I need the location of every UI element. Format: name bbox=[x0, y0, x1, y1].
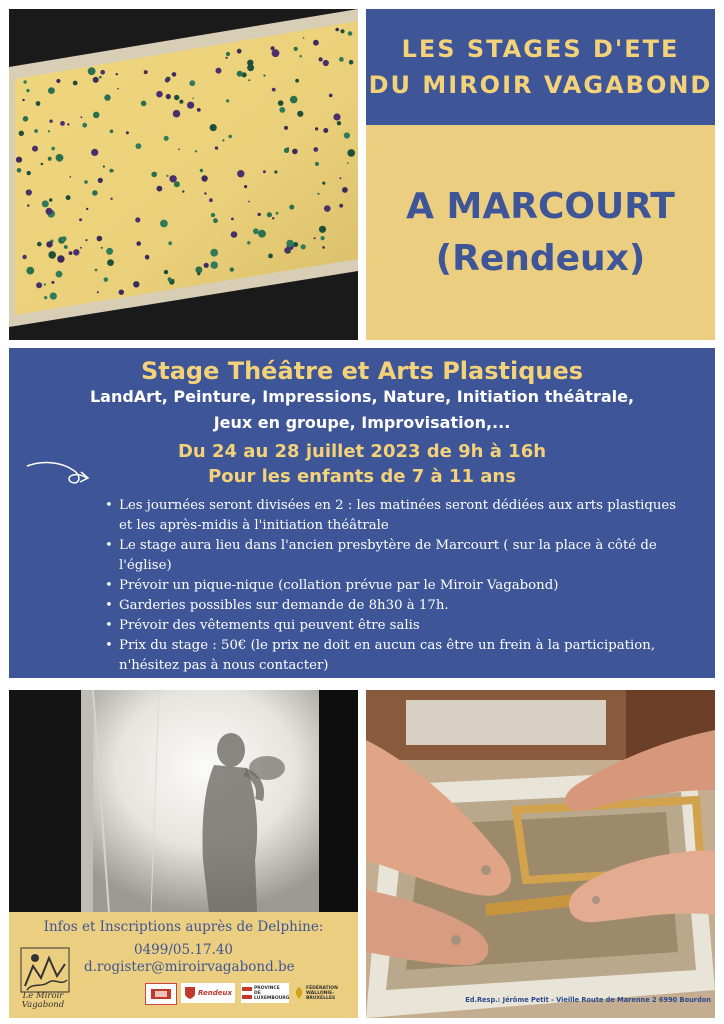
main-title-line-1: LES STAGES D'ETE bbox=[401, 35, 680, 63]
paint-splatter-dot bbox=[126, 131, 129, 134]
paint-splatter-dot bbox=[333, 113, 340, 120]
activities-line-1: LandArt, Peinture, Impressions, Nature, Initiation théâtrale, bbox=[89, 387, 635, 406]
paint-splatter-dot bbox=[95, 269, 98, 272]
paint-splatter-dot bbox=[290, 96, 298, 104]
paint-splatter-dot bbox=[197, 108, 201, 112]
paint-splatter-dot bbox=[288, 250, 291, 253]
paint-splatter-dot bbox=[151, 172, 157, 178]
paint-splatter-dot bbox=[49, 120, 52, 123]
paint-splatter-dot bbox=[209, 198, 213, 202]
paint-splatter-dot bbox=[226, 52, 230, 56]
paint-splatter-dot bbox=[348, 31, 353, 36]
paint-splatter-dot bbox=[136, 241, 141, 246]
paint-splatter-dot bbox=[237, 71, 243, 77]
paint-splatter-dot bbox=[324, 205, 331, 212]
sponsor-rendeux-label: Rendeux bbox=[197, 989, 233, 997]
paint-splatter-dot bbox=[109, 169, 113, 173]
paint-splatter-dot bbox=[23, 80, 26, 83]
stage-info-panel bbox=[9, 348, 715, 678]
paint-splatter-dot bbox=[48, 157, 52, 161]
paint-splatter-dot bbox=[104, 94, 110, 100]
paint-splatter-dot bbox=[297, 111, 303, 117]
activities-line-2: Jeux en groupe, Improvisation,... bbox=[213, 413, 511, 432]
paint-splatter-dot bbox=[97, 291, 99, 293]
sponsor-province bbox=[241, 983, 289, 1003]
paint-splatter-dot bbox=[56, 79, 60, 83]
paint-splatter-dot bbox=[56, 271, 63, 278]
paint-splatter-dot bbox=[168, 277, 172, 281]
paint-splatter-dot bbox=[86, 208, 88, 210]
paint-splatter-dot bbox=[168, 241, 172, 245]
paint-splatter-dot bbox=[135, 217, 140, 222]
contact-title: Infos et Inscriptions auprès de Delphine: bbox=[43, 919, 324, 935]
province-flag-icon bbox=[242, 987, 252, 999]
paint-splatter-dot bbox=[22, 99, 24, 101]
paint-splatter-dot bbox=[276, 212, 279, 215]
paint-splatter-dot bbox=[231, 218, 234, 221]
paint-splatter-dot bbox=[301, 244, 306, 249]
paint-splatter-dot bbox=[106, 248, 113, 255]
paint-splatter-dot bbox=[248, 201, 250, 203]
paint-splatter-dot bbox=[317, 193, 319, 195]
paint-splatter-dot bbox=[69, 251, 73, 255]
paint-splatter-dot bbox=[228, 135, 232, 139]
paint-splatter-dot bbox=[267, 212, 272, 217]
paint-splatter-dot bbox=[258, 213, 261, 216]
paint-splatter-dot bbox=[103, 165, 105, 167]
paint-splatter-dot bbox=[349, 60, 354, 65]
paint-splatter-dot bbox=[319, 226, 326, 233]
paint-splatter-dot bbox=[36, 282, 42, 288]
paint-splatter-dot bbox=[226, 99, 229, 102]
paint-splatter-dot bbox=[101, 247, 103, 249]
paint-splatter-dot bbox=[272, 49, 280, 57]
paint-splatter-dot bbox=[70, 176, 72, 178]
paint-splatter-dot bbox=[156, 91, 163, 98]
paint-splatter-dot bbox=[323, 60, 329, 66]
paint-splatter-dot bbox=[248, 79, 250, 81]
paint-splatter-dot bbox=[272, 217, 274, 219]
paint-splatter-dot bbox=[34, 129, 38, 133]
paint-splatter-dot bbox=[293, 242, 298, 247]
paint-splatter-dot bbox=[84, 180, 88, 184]
paint-splatter-dot bbox=[81, 116, 83, 118]
paint-splatter-dot bbox=[93, 77, 99, 83]
paint-splatter-dot bbox=[342, 187, 348, 193]
paint-splatter-dot bbox=[27, 204, 29, 206]
paint-splatter-dot bbox=[286, 240, 293, 247]
paint-splatter-dot bbox=[322, 182, 325, 185]
paint-splatter-dot bbox=[295, 79, 299, 83]
paint-splatter-dot bbox=[173, 110, 181, 118]
list-item: • Le stage aura lieu dans l'ancien presbytère de Marcourt ( sur la place à côté de l'église) bbox=[119, 536, 679, 576]
rendeux-crest-icon bbox=[184, 986, 196, 1000]
paint-splatter-dot bbox=[23, 116, 29, 122]
paint-splatter-dot bbox=[99, 76, 102, 79]
paint-splatter-dot bbox=[32, 146, 38, 152]
paint-splatter-dot bbox=[42, 200, 49, 207]
sponsor-federation bbox=[293, 983, 351, 1003]
paint-splatter-dot bbox=[48, 130, 50, 132]
responsible-publisher: Ed.Resp.: Jérôme Petit - Vieille Route de Marenne 2 6990 Bourdon bbox=[465, 996, 711, 1004]
paint-splatter-dot bbox=[237, 170, 244, 177]
paint-splatter-dot bbox=[48, 251, 56, 259]
paint-splatter-dot bbox=[64, 245, 68, 249]
paint-splatter-dot bbox=[268, 254, 273, 259]
paint-splatter-dot bbox=[174, 181, 180, 187]
paint-splatter-dot bbox=[46, 241, 52, 247]
paint-splatter-dot bbox=[244, 185, 247, 188]
paint-splatter-dot bbox=[230, 267, 234, 271]
paint-splatter-dot bbox=[339, 57, 344, 62]
paint-splatter-dot bbox=[178, 149, 180, 151]
paint-splatter-dot bbox=[166, 175, 168, 177]
sponsor-logo-1 bbox=[145, 983, 177, 1005]
paint-splatter-dot bbox=[117, 88, 119, 90]
paint-splatter-dot bbox=[44, 296, 47, 299]
paint-splatter-dot bbox=[292, 149, 298, 155]
paint-splatter-dot bbox=[46, 208, 53, 215]
paint-splatter-dot bbox=[210, 124, 217, 131]
paint-splatter-dot bbox=[239, 50, 241, 52]
paint-splatter-dot bbox=[263, 170, 266, 173]
paint-splatter-dot bbox=[313, 40, 319, 46]
paint-splatter-dot bbox=[172, 279, 174, 281]
paint-splatter-dot bbox=[66, 195, 71, 200]
paint-splatter-dot bbox=[57, 255, 64, 262]
paint-splatter-dot bbox=[247, 60, 253, 66]
paint-splatter-dot bbox=[315, 162, 319, 166]
paint-splatter-dot bbox=[160, 220, 168, 228]
paint-splatter-dot bbox=[211, 261, 218, 268]
paint-splatter-dot bbox=[313, 147, 318, 152]
paint-splatter-dot bbox=[19, 131, 24, 136]
paint-splatter-dot bbox=[80, 247, 82, 249]
paint-splatter-dot bbox=[110, 130, 114, 134]
paint-splatter-dot bbox=[145, 255, 150, 260]
paint-splatter-dot bbox=[213, 218, 218, 223]
paint-splatter-dot bbox=[92, 190, 98, 196]
paint-splatter-dot bbox=[204, 192, 206, 194]
list-item: • Prévoir un pique-nique (collation prévue par le Miroir Vagabond) bbox=[119, 576, 679, 596]
paint-splatter-dot bbox=[61, 236, 66, 241]
paint-splatter-dot bbox=[116, 73, 118, 75]
paint-splatter-dot bbox=[284, 148, 289, 153]
paint-splatter-dot bbox=[204, 263, 209, 268]
paint-splatter-dot bbox=[98, 178, 103, 183]
paint-splatter-dot bbox=[329, 94, 333, 98]
paint-splatter-dot bbox=[79, 218, 82, 221]
title-block bbox=[366, 9, 715, 125]
paint-splatter-dot bbox=[172, 72, 177, 77]
paint-splatter-dot bbox=[100, 70, 105, 75]
paint-splatter-dot bbox=[166, 94, 171, 99]
paint-splatter-dot bbox=[26, 267, 34, 275]
paint-splatter-dot bbox=[187, 102, 194, 109]
paint-splatter-dot bbox=[272, 88, 276, 92]
paint-splatter-dot bbox=[182, 190, 184, 192]
paint-splatter-dot bbox=[289, 205, 294, 210]
paint-splatter-dot bbox=[321, 236, 325, 240]
paint-splatter-dot bbox=[347, 162, 349, 164]
paint-splatter-dot bbox=[197, 272, 200, 275]
paint-splatter-dot bbox=[48, 87, 55, 94]
paint-splatter-dot bbox=[36, 101, 41, 106]
paint-splatter-dot bbox=[303, 37, 305, 39]
stage-audience: Pour les enfants de 7 à 11 ans bbox=[208, 466, 516, 487]
paint-splatter-dot bbox=[294, 47, 298, 51]
main-title-line-2: DU MIROIR VAGABOND bbox=[368, 71, 713, 99]
paint-splatter-dot bbox=[110, 198, 112, 200]
paint-splatter-dot bbox=[222, 139, 224, 141]
paint-splatter-dot bbox=[347, 149, 355, 157]
paint-splatter-dot bbox=[174, 95, 179, 100]
paint-splatter-dot bbox=[97, 236, 103, 242]
sponsor-province-label: PROVINCE DE LUXEMBOURG bbox=[254, 985, 290, 1001]
logo-label: Le Miroir Vagabond bbox=[21, 991, 65, 1010]
paint-splatter-dot bbox=[93, 112, 100, 119]
paint-splatter-dot bbox=[322, 246, 325, 249]
paint-splatter-dot bbox=[107, 259, 114, 266]
paint-splatter-dot bbox=[49, 198, 53, 202]
paint-splatter-dot bbox=[211, 213, 215, 217]
paint-splatter-dot bbox=[164, 136, 169, 141]
paint-splatter-dot bbox=[192, 97, 194, 99]
paint-splatter-dot bbox=[231, 231, 238, 238]
paint-splatter-dot bbox=[37, 242, 42, 247]
paint-splatter-dot bbox=[247, 241, 250, 244]
federation-rooster-icon bbox=[294, 986, 304, 1000]
paint-splatter-dot bbox=[201, 175, 207, 181]
paint-splatter-dot bbox=[253, 228, 259, 234]
paint-splatter-dot bbox=[314, 237, 316, 239]
paint-splatter-dot bbox=[85, 239, 87, 241]
paint-splatter-dot bbox=[60, 121, 65, 126]
paint-splatter-dot bbox=[258, 230, 266, 238]
paint-splatter-dot bbox=[210, 249, 218, 257]
stage-dates: Du 24 au 28 juillet 2023 de 9h à 16h bbox=[177, 441, 547, 462]
list-item: • Prévoir des vêtements qui peuvent être salis bbox=[119, 616, 679, 636]
shadow-theatre-photo bbox=[9, 690, 358, 912]
paint-splatter-dot bbox=[164, 270, 168, 274]
paint-splatter-dot bbox=[274, 170, 277, 173]
contact-email[interactable]: d.rogister@miroirvagabond.be bbox=[84, 959, 295, 975]
paint-splatter-dot bbox=[315, 127, 318, 130]
list-item: • Garderies possibles sur demande de 8h30 à 17h. bbox=[119, 596, 679, 616]
paint-splatter-dot bbox=[340, 177, 342, 179]
paint-splatter-dot bbox=[200, 169, 203, 172]
paint-splatter-dot bbox=[335, 28, 339, 32]
paint-splatter-dot bbox=[91, 149, 98, 156]
paint-splatter-dot bbox=[73, 249, 79, 255]
paint-splatter-dot bbox=[67, 123, 69, 125]
paint-splatter-dot bbox=[136, 143, 142, 149]
paint-splatter-dot bbox=[88, 67, 96, 75]
paint-splatter-dot bbox=[169, 175, 176, 182]
hands-papermaking-photo bbox=[366, 690, 715, 1018]
paint-splatter-dot bbox=[179, 100, 183, 104]
list-item: • Prix du stage : 50€ (le prix ne doit en aucun cas être un frein à la participation, n'hésitez pas à nous contacter) bbox=[119, 636, 679, 676]
paint-splatter-dot bbox=[17, 168, 22, 173]
paint-splatter-dot bbox=[344, 132, 350, 138]
paint-splatter-dot bbox=[300, 55, 302, 57]
sponsor-emblem-icon bbox=[149, 987, 173, 1001]
paint-splatter-dot bbox=[339, 204, 343, 208]
paint-splatter-dot bbox=[216, 68, 222, 74]
paint-splatter-photo bbox=[9, 9, 358, 340]
paint-splatter-dot bbox=[51, 281, 54, 284]
paint-splatter-dot bbox=[51, 147, 55, 151]
location-commune: (Rendeux) bbox=[435, 237, 646, 279]
sponsor-federation-label: FÉDÉRATION WALLONIE-BRUXELLES bbox=[306, 985, 338, 1001]
paint-splatter-dot bbox=[50, 293, 57, 300]
paint-splatter-dot bbox=[195, 150, 197, 152]
paint-splatter-dot bbox=[26, 189, 32, 195]
contact-box bbox=[9, 912, 358, 1018]
paint-splatter-dot bbox=[56, 154, 64, 162]
paint-splatter-dot bbox=[215, 146, 218, 149]
paint-splatter-dot bbox=[165, 78, 170, 83]
paint-splatter-dot bbox=[340, 29, 344, 33]
paint-splatter-dot bbox=[284, 126, 288, 130]
location-block bbox=[366, 125, 715, 340]
paint-splatter-dot bbox=[104, 277, 109, 282]
paint-splatter-dot bbox=[226, 57, 228, 59]
paint-splatter-dot bbox=[82, 123, 87, 128]
paint-splatter-dot bbox=[73, 81, 78, 86]
paint-splatter-dot bbox=[133, 281, 139, 287]
paint-splatter-dot bbox=[323, 128, 328, 133]
paint-splatter-dot bbox=[27, 171, 31, 175]
paint-splatter-dot bbox=[119, 290, 124, 295]
paint-splatter-dot bbox=[279, 107, 285, 113]
paint-splatter-dot bbox=[26, 89, 29, 92]
paint-splatter-dot bbox=[16, 157, 22, 163]
paint-splatter-dot bbox=[189, 80, 195, 86]
paint-splatter-dot bbox=[319, 57, 323, 61]
list-item: • Les journées seront divisées en 2 : les matinées seront dédiées aux arts plastiques et les après-midis à l'initiation théâtrale bbox=[119, 496, 679, 536]
sponsor-rendeux bbox=[181, 983, 235, 1003]
paint-splatter-dot bbox=[144, 70, 148, 74]
stage-title: Stage Théâtre et Arts Plastiques bbox=[140, 357, 584, 385]
curved-arrow-icon bbox=[25, 458, 95, 498]
paint-splatter-dot bbox=[141, 101, 147, 107]
paint-splatter-dot bbox=[337, 121, 341, 125]
paint-splatter-dot bbox=[278, 100, 284, 106]
contact-phone[interactable]: 0499/05.17.40 bbox=[133, 942, 234, 958]
paint-splatter-dot bbox=[263, 74, 265, 76]
info-bullet-list bbox=[119, 496, 679, 676]
paint-splatter-dot bbox=[157, 186, 163, 192]
paint-splatter-dot bbox=[22, 255, 26, 259]
paint-splatter-dot bbox=[41, 163, 44, 166]
location-town: A MARCOURT bbox=[406, 185, 675, 227]
paint-splatter-dot bbox=[44, 283, 46, 285]
